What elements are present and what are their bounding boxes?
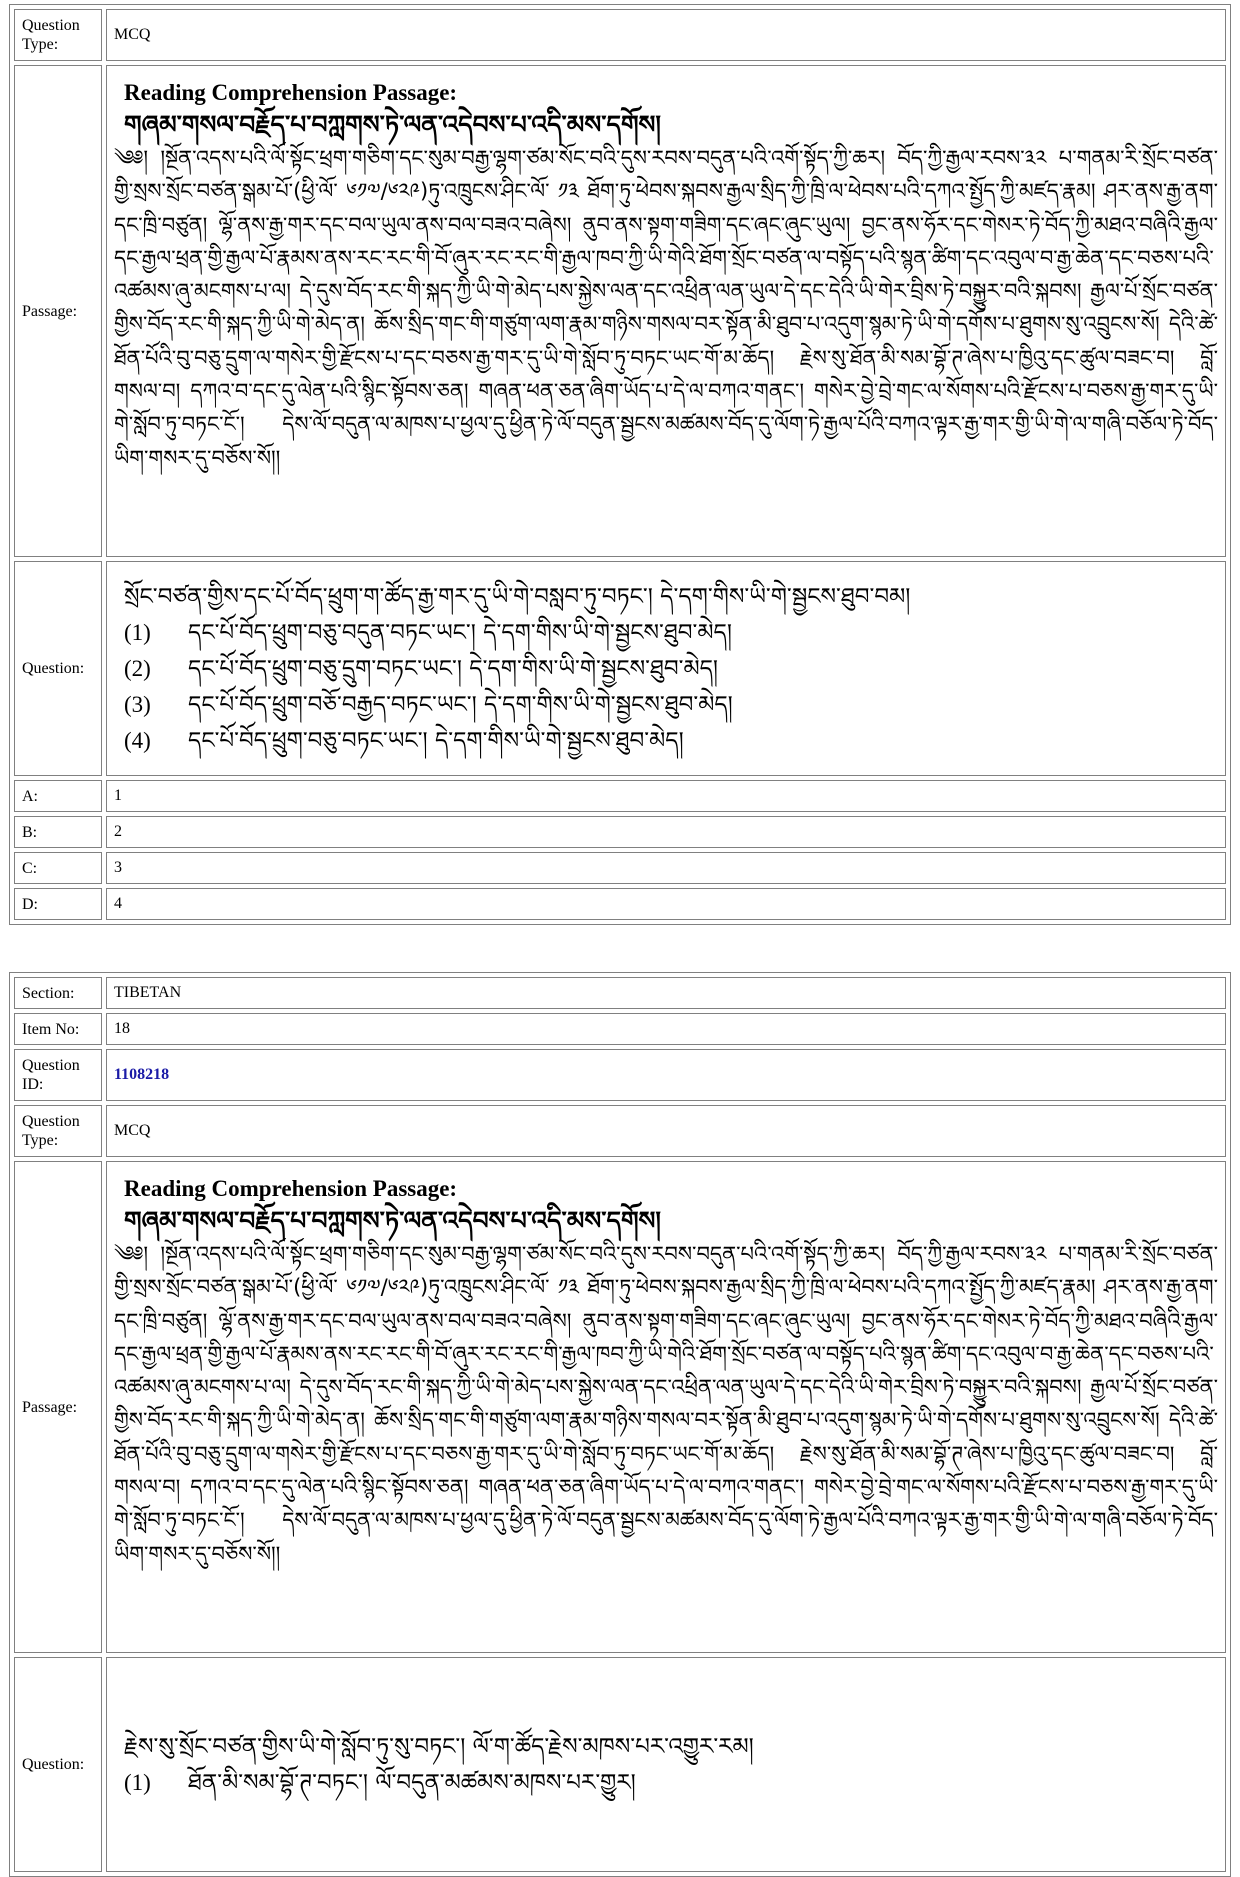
passage-cell xyxy=(106,1161,1226,1653)
section-label: Section: xyxy=(14,977,102,1009)
passage-cell xyxy=(106,65,1226,557)
question-record-2 xyxy=(9,972,1231,1877)
answer-a-label: A: xyxy=(14,780,102,812)
question-record-1 xyxy=(9,4,1231,925)
question-cell xyxy=(106,561,1226,776)
question-stem: རྗེས་སུ་སྲོང་བཙན་གྱིས་ཡི་གེ་སློབ་ཏུ་སུ་བཏང་། ལོ་ག་ཚོད་རྗེས་མཁས་པར་འགྱུར་རམ། xyxy=(124,1733,754,1760)
question-label: Question: xyxy=(14,561,102,776)
answer-b-value: 2 xyxy=(106,816,1226,848)
question-type-value: MCQ xyxy=(106,1105,1226,1157)
passage-heading: གཞམ་གསལ་བརྗོད་པ་བཀླགས་ཏེ་ལན་འདེབས་པ་འདི་མས་དགོས། xyxy=(124,1206,661,1235)
option-4: (4) དང་པོ་བོད་ཕྲུག་བཅུ་བཏང་ཡང་། དེ་དག་གིས་ཡི་གེ་སྦྱངས་ཐུབ་མེད། xyxy=(124,727,684,754)
passage-heading: གཞམ་གསལ་བརྗོད་པ་བཀླགས་ཏེ་ལན་འདེབས་པ་འདི་མས་དགོས། xyxy=(124,110,661,139)
item-no-value: 18 xyxy=(106,1013,1226,1045)
answer-b-label: B: xyxy=(14,816,102,848)
question-type-label: Question Type: xyxy=(14,9,102,61)
passage-body: ༄༅། །སྔོན་འདས་པའི་ལོ་སྟོང་ཕྲག་གཅིག་དང་སུམ་བརྒྱ་ལྷག་ཙམ་སོང་བའི་དུས་རབས་བདུན་པའི་འགོ་སྟོད་ཀྱི་ཆར། བོད་ཀྱི་རྒྱལ་རབས་༣༢ པ་གནམ་རི་སྲོང་བཙན་གྱི་སྲས་སྲོང་བཙན་སྒམ་པོ་(ཕྱི་ལོ་ ༦༡༧/༦༢༩)ཏུ་འཁྲུངས་ཤིང་ལོ་ ༡༣ ཐོག་ཏུ་ཕེབས་སྐབས་རྒྱལ་སྲིད་ཀྱི་ཁྲི་ལ་ཕེབས་པའི་དཀའ་སྤྱོད་ཀྱི་མཛད་རྣམ། ཤར་ནས་རྒྱ་ནག་དང་ཁྲི་བཙུན། ལྷོ་ནས་རྒྱ་གར་དང་བལ་ཡུལ་ནས་བལ་བཟའ་བཞེས། ནུབ་ནས་སྟག་གཟིག་དང་ཞང་ཞུང་ཡུལ། བྱང་ནས་ཧོར་དང་གེསར་ཏེ་བོད་ཀྱི་མཐའ་བཞིའི་རྒྱལ་དང་རྒྱལ་ཕྲན་གྱི་རྒྱལ་པོ་རྣམས་ནས་རང་རང་གི་བོ་ཞུར་རང་རང་གི་རྒྱལ་ཁབ་ཀྱི་ཡི་གེའི་ཐོག་སྲོང་བཙན་ལ་བསྟོད་པའི་སྙན་ཚིག་དང་འབུལ་བ་རྒྱ་ཆེན་དང་བཅས་པའི་འཚམས་ཞུ་མངགས་པ་ལ། དེ་དུས་བོད་རང་གི་སྐད་ཀྱི་ཡི་གེ་མེད་པས་སྐྱེས་ལན་དང་འཕྲིན་ལན་ཡུལ་དེ་དང་དེའི་ཡི་གེར་བྲིས་ཏེ་བསྐྱུར་བའི་སྐབས། རྒྱལ་པོ་སྲོང་བཙན་གྱིས་བོད་རང་གི་སྐད་ཀྱི་ཡི་གེ་མེད་ན། ཆོས་སྲིད་གང་གི་གཙུག་ལག་རྣམ་གཉིས་གསལ་བར་སྟོན་མི་ཐུབ་པ་འདུག་སྙམ་ཏེ་ཡི་གེ་དགོས་པ་ཐུགས་སུ་འབྲུངས་སོ། དེའི་ཚེ་ཐོན་པོའི་བུ་བཅུ་དྲུག་ལ་གསེར་གྱི་རྫོངས་པ་དང་བཅས་རྒྱ་གར་དུ་ཡི་གེ་སློབ་ཏུ་བཏང་ཡང་གོ་མ་ཆོད། རྗེས་སུ་ཐོན་མི་སམ་བྷོ་ཊ་ཞེས་པ་ཁྱིའུ་དང་ཚུལ་བཟང་བ། བློ་གསལ་བ། དཀའ་བ་དང་དུ་ལེན་པའི་སྙིང་སྟོབས་ཅན། གཞན་ཕན་ཅན་ཞིག་ཡོད་པ་དེ་ལ་བཀའ་གནང་། གསེར་བྱེ་བྲེ་གང་ལ་སོགས་པའི་རྫོངས་པ་བཅས་རྒྱ་གར་དུ་ཡི་གེ་སློབ་ཏུ་བཏང་ངོ་། དེས་ལོ་བདུན་ལ་མཁས་པ་ཕྱལ་དུ་ཕྱིན་ཏེ་ལོ་བདུན་སྦྱངས་མཚམས་བོད་དུ་ལོག་ཏེ་རྒྱལ་པོའི་བཀའ་ལྟར་རྒྱ་གར་གྱི་ཡི་གེ་ལ་གཞི་བཅོལ་ཏེ་བོད་ཡིག་གསར་དུ་བཅོས་སོ།། xyxy=(114,146,1218,470)
answer-d-value: 4 xyxy=(106,888,1226,920)
option-2: (2) དང་པོ་བོད་ཕྲུག་བཅུ་དྲུག་བཏང་ཡང་། དེ་དག་གིས་ཡི་གེ་སྦྱངས་ཐུབ་མེད། xyxy=(124,655,719,682)
option-1: (1) ཐོན་མི་སམ་བྷོ་ཊ་བཏང་། ལོ་བདུན་མཚམས་མཁས་པར་གྱུར། xyxy=(124,1769,636,1796)
question-type-value: MCQ xyxy=(106,9,1226,61)
option-1: (1) དང་པོ་བོད་ཕྲུག་བཅུ་བདུན་བཏང་ཡང་། དེ་དག་གིས་ཡི་གེ་སྦྱངས་ཐུབ་མེད། xyxy=(124,619,732,646)
question-id-label: Question ID: xyxy=(14,1049,102,1101)
passage-label: Passage: xyxy=(14,1161,102,1653)
passage-title: Reading Comprehension Passage: xyxy=(124,80,458,105)
question-type-label: Question Type: xyxy=(14,1105,102,1157)
passage-body: ༄༅། །སྔོན་འདས་པའི་ལོ་སྟོང་ཕྲག་གཅིག་དང་སུམ་བརྒྱ་ལྷག་ཙམ་སོང་བའི་དུས་རབས་བདུན་པའི་འགོ་སྟོད་ཀྱི་ཆར། བོད་ཀྱི་རྒྱལ་རབས་༣༢ པ་གནམ་རི་སྲོང་བཙན་གྱི་སྲས་སྲོང་བཙན་སྒམ་པོ་(ཕྱི་ལོ་ ༦༡༧/༦༢༩)ཏུ་འཁྲུངས་ཤིང་ལོ་ ༡༣ ཐོག་ཏུ་ཕེབས་སྐབས་རྒྱལ་སྲིད་ཀྱི་ཁྲི་ལ་ཕེབས་པའི་དཀའ་སྤྱོད་ཀྱི་མཛད་རྣམ། ཤར་ནས་རྒྱ་ནག་དང་ཁྲི་བཙུན། ལྷོ་ནས་རྒྱ་གར་དང་བལ་ཡུལ་ནས་བལ་བཟའ་བཞེས། ནུབ་ནས་སྟག་གཟིག་དང་ཞང་ཞུང་ཡུལ། བྱང་ནས་ཧོར་དང་གེསར་ཏེ་བོད་ཀྱི་མཐའ་བཞིའི་རྒྱལ་དང་རྒྱལ་ཕྲན་གྱི་རྒྱལ་པོ་རྣམས་ནས་རང་རང་གི་བོ་ཞུར་རང་རང་གི་རྒྱལ་ཁབ་ཀྱི་ཡི་གེའི་ཐོག་སྲོང་བཙན་ལ་བསྟོད་པའི་སྙན་ཚིག་དང་འབུལ་བ་རྒྱ་ཆེན་དང་བཅས་པའི་འཚམས་ཞུ་མངགས་པ་ལ། དེ་དུས་བོད་རང་གི་སྐད་ཀྱི་ཡི་གེ་མེད་པས་སྐྱེས་ལན་དང་འཕྲིན་ལན་ཡུལ་དེ་དང་དེའི་ཡི་གེར་བྲིས་ཏེ་བསྐྱུར་བའི་སྐབས། རྒྱལ་པོ་སྲོང་བཙན་གྱིས་བོད་རང་གི་སྐད་ཀྱི་ཡི་གེ་མེད་ན། ཆོས་སྲིད་གང་གི་གཙུག་ལག་རྣམ་གཉིས་གསལ་བར་སྟོན་མི་ཐུབ་པ་འདུག་སྙམ་ཏེ་ཡི་གེ་དགོས་པ་ཐུགས་སུ་འབྲུངས་སོ། དེའི་ཚེ་ཐོན་པོའི་བུ་བཅུ་དྲུག་ལ་གསེར་གྱི་རྫོངས་པ་དང་བཅས་རྒྱ་གར་དུ་ཡི་གེ་སློབ་ཏུ་བཏང་ཡང་གོ་མ་ཆོད། རྗེས་སུ་ཐོན་མི་སམ་བྷོ་ཊ་ཞེས་པ་ཁྱིའུ་དང་ཚུལ་བཟང་བ། བློ་གསལ་བ། དཀའ་བ་དང་དུ་ལེན་པའི་སྙིང་སྟོབས་ཅན། གཞན་ཕན་ཅན་ཞིག་ཡོད་པ་དེ་ལ་བཀའ་གནང་། གསེར་བྱེ་བྲེ་གང་ལ་སོགས་པའི་རྫོངས་པ་བཅས་རྒྱ་གར་དུ་ཡི་གེ་སློབ་ཏུ་བཏང་ངོ་། དེས་ལོ་བདུན་ལ་མཁས་པ་ཕྱལ་དུ་ཕྱིན་ཏེ་ལོ་བདུན་སྦྱངས་མཚམས་བོད་དུ་ལོག་ཏེ་རྒྱལ་པོའི་བཀའ་ལྟར་རྒྱ་གར་གྱི་ཡི་གེ་ལ་གཞི་བཅོལ་ཏེ་བོད་ཡིག་གསར་དུ་བཅོས་སོ།། xyxy=(114,1242,1218,1566)
answer-d-label: D: xyxy=(14,888,102,920)
question-cell xyxy=(106,1657,1226,1872)
answer-a-value: 1 xyxy=(106,780,1226,812)
answer-c-value: 3 xyxy=(106,852,1226,884)
answer-c-label: C: xyxy=(14,852,102,884)
question-id-value: 1108218 xyxy=(106,1049,1226,1101)
question-stem: སྲོང་བཙན་གྱིས་དང་པོ་བོད་ཕྲུག་ག་ཚོད་རྒྱ་གར་དུ་ཡི་གེ་བསླབ་ཏུ་བཏང་། དེ་དག་གིས་ཡི་གེ་སྦྱངས་ཐུབ་བམ། xyxy=(124,583,911,610)
section-value: TIBETAN xyxy=(106,977,1226,1009)
passage-title: Reading Comprehension Passage: xyxy=(124,1176,458,1201)
option-3: (3) དང་པོ་བོད་ཕྲུག་བཅོ་བརྒྱད་བཏང་ཡང་། དེ་དག་གིས་ཡི་གེ་སྦྱངས་ཐུབ་མེད། xyxy=(124,691,733,718)
question-label: Question: xyxy=(14,1657,102,1872)
item-no-label: Item No: xyxy=(14,1013,102,1045)
passage-label: Passage: xyxy=(14,65,102,557)
